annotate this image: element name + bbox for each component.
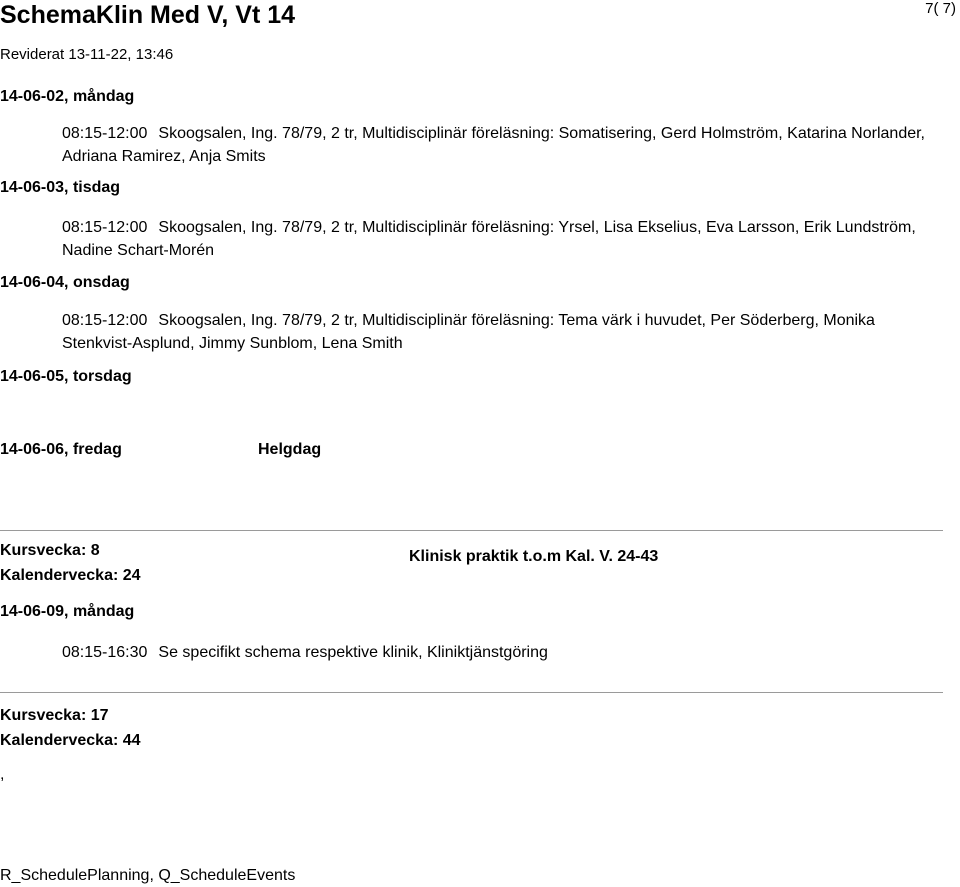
- schedule-event: [62, 122, 942, 168]
- event-description: Skoogsalen, Ing. 78/79, 2 tr, Multidisciplinär föreläsning: Yrsel, Lisa Ekselius, Eva Larsson, Erik Lundström, Nadine Schart-Morén: [62, 219, 916, 259]
- event-time: 08:15-12:00: [62, 125, 148, 142]
- day-heading: 14-06-03, tisdag: [0, 179, 121, 196]
- day-heading: 14-06-06, fredag: [0, 441, 122, 458]
- event-time: 08:15-12:00: [62, 219, 148, 236]
- schedule-event: [62, 309, 942, 355]
- event-time: 08:15-12:00: [62, 312, 148, 329]
- calendar-week: Kalendervecka: 24: [0, 567, 141, 584]
- page-title: SchemaKlin Med V, Vt 14: [0, 1, 296, 29]
- day-heading: 14-06-02, måndag: [0, 88, 135, 105]
- schedule-event: [62, 216, 942, 262]
- day-heading: 14-06-04, onsdag: [0, 274, 130, 291]
- schedule-event: [62, 641, 942, 664]
- page-number: 7( 7): [925, 0, 956, 17]
- event-description: Skoogsalen, Ing. 78/79, 2 tr, Multidisciplinär föreläsning: Somatisering, Gerd Holmström, Katarina Norlander, Adriana Ramirez, Anja Smits: [62, 125, 925, 165]
- trailing-text: ,: [0, 766, 5, 783]
- section-divider: [0, 692, 943, 693]
- section-divider: [0, 530, 943, 531]
- report-footer: R_SchedulePlanning, Q_ScheduleEvents: [0, 867, 296, 884]
- day-heading: 14-06-05, torsdag: [0, 368, 132, 385]
- event-description: Se specifikt schema respektive klinik, Kliniktjänstgöring: [158, 644, 548, 661]
- revised-date: Reviderat 13-11-22, 13:46: [0, 46, 174, 63]
- calendar-week: Kalendervecka: 44: [0, 732, 141, 749]
- holiday-label: Helgdag: [258, 441, 322, 458]
- clinical-practice-note: Klinisk praktik t.o.m Kal. V. 24-43: [409, 548, 659, 565]
- day-heading: 14-06-09, måndag: [0, 603, 135, 620]
- event-description: Skoogsalen, Ing. 78/79, 2 tr, Multidisciplinär föreläsning: Tema värk i huvudet, Per Söderberg, Monika Stenkvist-Asplund, Jimmy Sunblom, Lena Smith: [62, 312, 875, 352]
- course-week: Kursvecka: 17: [0, 707, 109, 724]
- event-time: 08:15-16:30: [62, 644, 148, 661]
- course-week: Kursvecka: 8: [0, 542, 100, 559]
